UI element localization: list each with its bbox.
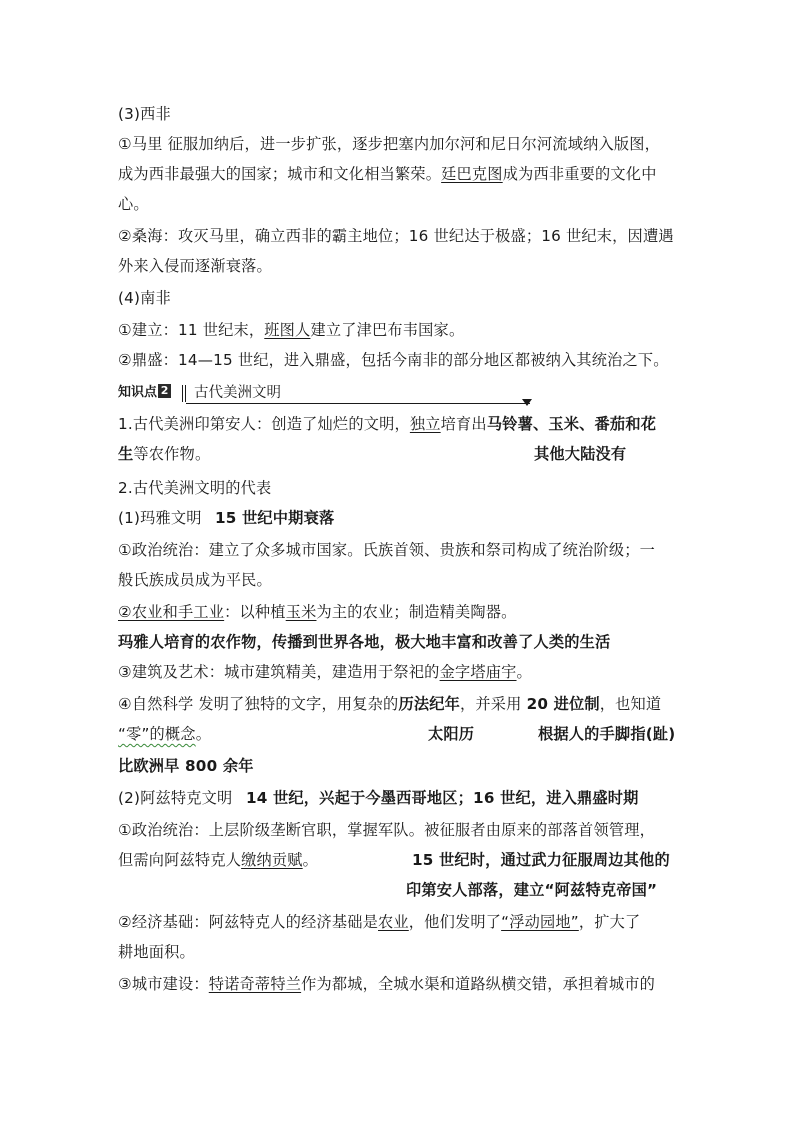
- text: (3)西非: [118, 105, 171, 123]
- triangle-marker-icon: [522, 399, 532, 406]
- text: 但需向阿兹特克人: [118, 851, 242, 869]
- text: ①政治统治：上层阶级垄断官职，掌握军队。被征服者由原来的部落首领管理，: [118, 821, 655, 839]
- corn-term: 玉米: [285, 603, 317, 621]
- text: ①政治统治：建立了众多城市国家。氏族首领、贵族和祭司构成了统治阶级；一: [118, 541, 655, 559]
- text: 等农作物。: [133, 445, 211, 463]
- independent-term: 独立: [409, 415, 441, 433]
- crops-term: 马铃薯、玉米、番茄和花: [486, 415, 657, 433]
- annotation-maya-decline: [215, 508, 334, 528]
- text: 外来入侵而逐渐衰落。: [118, 257, 272, 275]
- text: 2.古代美洲文明的代表: [118, 479, 272, 497]
- text: 。: [302, 851, 319, 869]
- knowledge-point-number: 2: [158, 384, 171, 398]
- text: ①建立：11 世纪末，: [118, 321, 265, 339]
- paragraph-songhai-cont: [118, 256, 272, 276]
- text: 根据人的手脚指(趾): [538, 725, 676, 743]
- text: ，也知道: [599, 695, 662, 713]
- paragraph-peak: [118, 350, 669, 370]
- chinampa-term: “浮动园地”: [501, 913, 579, 931]
- crops-term-end: 生: [118, 445, 134, 463]
- text: ，并采用: [460, 695, 527, 713]
- annotation-800-years: [118, 756, 254, 776]
- tenochtitlan-term: 特诺奇蒂特兰: [208, 975, 302, 993]
- text: ③城市建设：: [118, 975, 209, 993]
- zero-concept-term: “零”的概念: [118, 725, 196, 743]
- paragraph-aztec-city: [118, 974, 655, 994]
- annotation-aztec-rise: [246, 788, 639, 808]
- text: (2)阿兹特克文明: [118, 789, 233, 807]
- text: 般氏族成员成为平民。: [118, 571, 272, 589]
- vigesimal-term: 20 进位制: [526, 695, 600, 713]
- text: 为主的农业；制造精美陶器。: [316, 603, 517, 621]
- paragraph-maya-science-cont: [118, 724, 211, 744]
- paragraph-aztec-politics: [118, 820, 655, 840]
- calendar-term: 历法纪年: [398, 695, 460, 713]
- knowledge-point-label: [118, 383, 188, 403]
- text: 成为西非重要的文化中: [502, 165, 657, 183]
- text: ②经济基础：阿兹特克人的经济基础是: [118, 913, 379, 931]
- text: ，他们发明了: [408, 913, 502, 931]
- paragraph-aztec-politics-cont: [118, 850, 318, 870]
- text: 建立了津巴布韦国家。: [310, 321, 465, 339]
- annotation-aztec-conquest: [412, 850, 670, 870]
- paragraph-maya-politics: [118, 540, 655, 560]
- heading-maya: [118, 508, 202, 528]
- text: 比欧洲早 800 余年: [118, 757, 254, 775]
- paragraph-songhai: [118, 226, 674, 246]
- text: 玛雅人培育的农作物，传播到世界各地，极大地丰富和改善了人类的生活: [118, 633, 611, 651]
- text: 心。: [118, 195, 149, 213]
- text: 。: [516, 663, 532, 681]
- paragraph-mali-cont: [118, 164, 657, 184]
- text: 。: [195, 725, 212, 743]
- paragraph-aztec-economy-cont: [118, 942, 195, 962]
- text: 其他大陆没有: [534, 445, 627, 463]
- text: ，扩大了: [578, 913, 641, 931]
- paragraph-maya-science: [118, 694, 661, 714]
- pyramid-term: 金字塔庙宇: [439, 663, 517, 681]
- paragraph-mali: [118, 134, 660, 154]
- annotation-solar-calendar: [428, 724, 474, 744]
- text: 15 世纪时，通过武力征服周边其他的: [412, 851, 670, 869]
- text: (4)南非: [118, 289, 171, 307]
- heading-aztec: [118, 788, 232, 808]
- text: 15 世纪中期衰落: [215, 509, 335, 527]
- timbuktu-term: 廷巴克图: [441, 165, 503, 183]
- text: ①马里 征服加纳后，进一步扩张，逐步把塞内加尔河和尼日尔河流域纳入版图，: [118, 135, 661, 153]
- text: 1.古代美洲印第安人：创造了灿烂的文明，: [118, 415, 410, 433]
- text: 印第安人部落，建立“阿兹特克帝国”: [406, 881, 658, 899]
- text: 耕地面积。: [118, 943, 195, 961]
- paragraph-indians-cont: [118, 444, 210, 464]
- annotation-finger-toe: [538, 724, 675, 744]
- paragraph-maya-politics-cont: [118, 570, 272, 590]
- text: 作为都城，全城水渠和道路纵横交错，承担着城市的: [301, 975, 656, 993]
- paragraph-aztec-economy: [118, 912, 640, 932]
- text: 太阳历: [428, 725, 475, 743]
- heading-west-africa: [118, 104, 171, 124]
- annotation-aztec-empire: [406, 880, 657, 900]
- tribute-term: 缴纳贡赋: [241, 851, 303, 869]
- text: 培育出: [440, 415, 487, 433]
- annotation-maya-crops: [118, 632, 610, 652]
- text: ③建筑及艺术：城市建筑精美，建造用于祭祀的: [118, 663, 440, 681]
- knowledge-point-title: 古代美洲文明: [194, 385, 281, 401]
- annotation-other-continents: [534, 444, 626, 464]
- text: ②鼎盛：14—15 世纪，进入鼎盛，包括今南非的部分地区都被纳入其统治之下。: [118, 351, 669, 369]
- heading-representatives: [118, 478, 271, 498]
- text: 14 世纪，兴起于今墨西哥地区；16 世纪，进入鼎盛时期: [246, 789, 639, 807]
- text: ②桑海：攻灭马里，确立西非的霸主地位；16 世纪达于极盛；16 世纪末，因遭遇: [118, 227, 674, 245]
- agriculture-term: 农业: [378, 913, 409, 931]
- paragraph-mali-end: [118, 194, 149, 214]
- text: ：以种植: [224, 603, 286, 621]
- divider-rule: [186, 403, 530, 404]
- paragraph-indians: [118, 414, 656, 434]
- bantu-term: 班图人: [264, 321, 311, 339]
- knowledge-point-header: [118, 383, 536, 405]
- divider: [182, 385, 186, 402]
- text: (1)玛雅文明: [118, 509, 202, 527]
- heading-south-africa: [118, 288, 171, 308]
- paragraph-founding: [118, 320, 464, 340]
- text: 成为西非最强大的国家；城市和文化相当繁荣。: [118, 165, 442, 183]
- agriculture-term: ②农业和手工业: [118, 603, 225, 621]
- text: ④自然科学 发明了独特的文字，用复杂的: [118, 695, 399, 713]
- paragraph-maya-agriculture: [118, 602, 517, 622]
- paragraph-maya-architecture: [118, 662, 532, 682]
- text: 知识点: [118, 385, 158, 400]
